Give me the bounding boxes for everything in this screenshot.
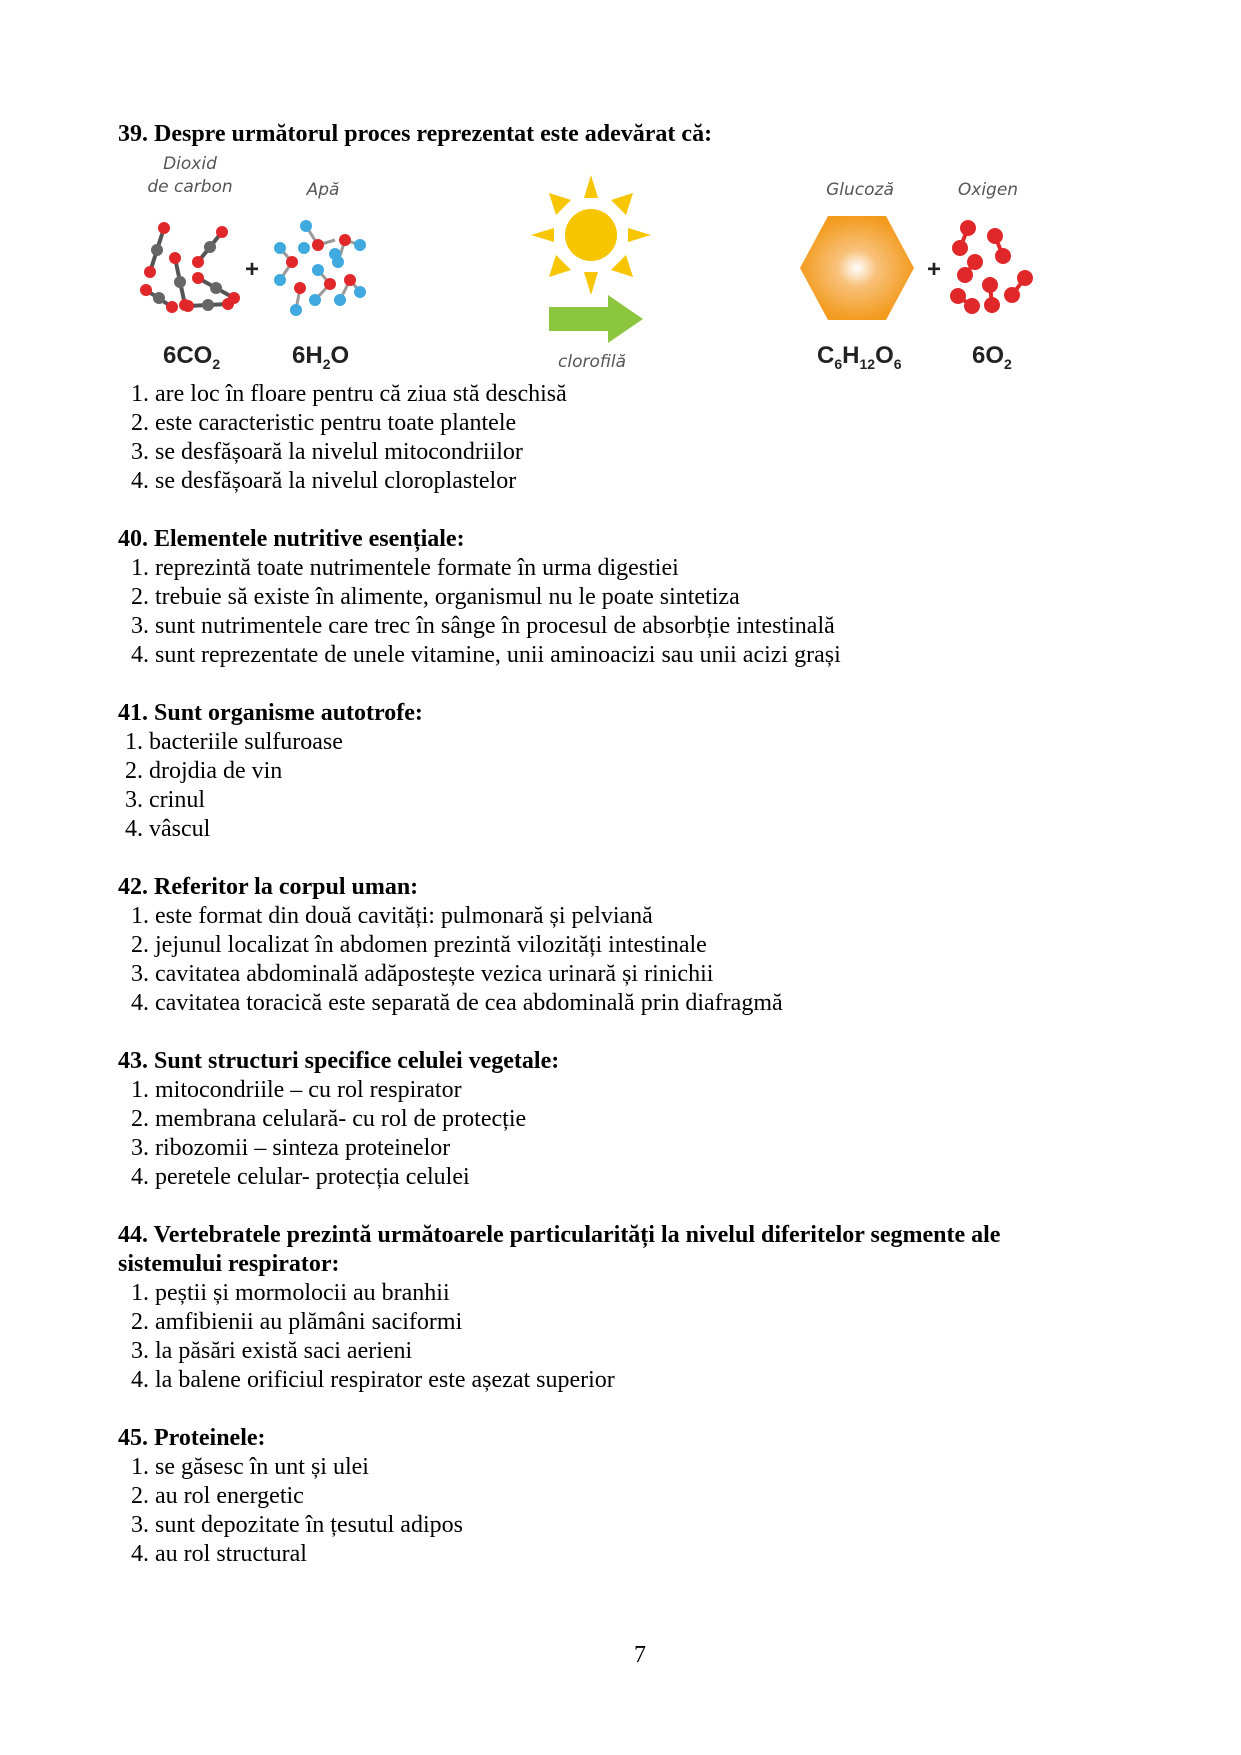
answer-option: 2. drojdia de vin <box>125 758 283 784</box>
answer-option: 1. are loc în floare pentru că ziua stă deschisă <box>131 381 567 407</box>
label-apa: Apă <box>306 180 340 200</box>
answer-option: 1. bacteriile sulfuroase <box>125 729 343 755</box>
glucose-hexagon-icon <box>800 216 914 320</box>
water-molecules-icon <box>274 220 366 316</box>
answer-option: 2. amfibienii au plămâni saciformi <box>131 1309 463 1335</box>
question-41 <box>118 699 423 844</box>
answer-option: 3. la păsări există saci aerieni <box>131 1338 413 1364</box>
answer-option: 4. se desfășoară la nivelul cloroplastelor <box>131 468 517 494</box>
question-title: 41. Sunt organisme autotrofe: <box>118 700 423 726</box>
formula-co2: $6CO_2$ <box>163 342 221 372</box>
answer-option: 2. trebuie să existe în alimente, organismul nu le poate sintetiza <box>131 584 740 610</box>
question-title: 44. Vertebratele prezintă următoarele particularități la nivelul diferitelor segmente ale <box>118 1222 1001 1248</box>
answer-option: 4. la balene orificiul respirator este așezat superior <box>131 1367 615 1393</box>
label-dioxid: Dioxid <box>163 154 217 174</box>
question-title: 42. Referitor la corpul uman: <box>118 874 419 900</box>
question-39-answers <box>118 380 567 496</box>
answer-option: 4. au rol structural <box>131 1541 307 1567</box>
question-title: 43. Sunt structuri specifice celulei vegetale: <box>118 1048 560 1074</box>
question-40 <box>118 525 841 670</box>
answer-option: 2. au rol energetic <box>131 1483 304 1509</box>
answer-option: 1. reprezintă toate nutrimentele formate în urma digestiei <box>131 555 679 581</box>
plus-sign: + <box>244 256 260 283</box>
label-de-carbon: de carbon <box>147 177 233 197</box>
answer-option: 4. sunt reprezentate de unele vitamine, unii aminoacizi sau unii acizi grași <box>131 642 841 668</box>
answer-option: 1. peștii și mormolocii au branhii <box>131 1280 450 1306</box>
question-43 <box>118 1047 559 1192</box>
answer-option: 2. este caracteristic pentru toate plantele <box>131 410 517 436</box>
answer-option: 4. cavitatea toracică este separată de cea abdominală prin diafragmă <box>131 990 783 1016</box>
label-glucoza: Glucoză <box>826 180 894 200</box>
photosynthesis-diagram <box>0 0 1241 380</box>
question-45 <box>118 1424 463 1569</box>
answer-option: 3. sunt depozitate în țesutul adipos <box>131 1512 463 1538</box>
formula-h2o: $6H_2O$ <box>292 342 350 372</box>
answer-option: 2. membrana celulară- cu rol de protecție <box>131 1106 527 1132</box>
answer-option: 2. jejunul localizat în abdomen prezintă vilozități intestinale <box>131 932 707 958</box>
question-title: 45. Proteinele: <box>118 1425 266 1451</box>
answer-option: 3. sunt nutrimentele care trec în sânge în procesul de absorbție intestinală <box>131 613 835 639</box>
answer-option: 3. ribozomii – sinteza proteinelor <box>131 1135 451 1161</box>
answer-option: 1. mitocondriile – cu rol respirator <box>131 1077 462 1103</box>
answer-option: 1. este format din două cavități: pulmonară și pelviană <box>131 903 653 929</box>
label-clorofila: clorofilă <box>558 352 626 372</box>
oxygen-molecules-icon <box>952 222 1031 312</box>
sun-icon <box>531 175 651 295</box>
formula-o2: $6O_2$ <box>972 342 1012 372</box>
co2-molecules-icon <box>140 222 240 313</box>
question-44 <box>118 1221 1000 1395</box>
answer-option: 1. se găsesc în unt și ulei <box>131 1454 369 1480</box>
answer-option: 4. peretele celular- protecția celulei <box>131 1164 470 1190</box>
formula-glucose: $C_6H_{12}O_6$ <box>817 342 902 372</box>
plus-sign: + <box>926 256 942 283</box>
answer-option: 4. vâscul <box>125 816 211 842</box>
label-oxigen: Oxigen <box>957 180 1019 200</box>
question-title-continued: sistemului respirator: <box>118 1251 340 1277</box>
question-title: 39. Despre următorul proces reprezentat este adevărat că: <box>118 121 713 147</box>
answer-option: 3. cavitatea abdominală adăpostește vezica urinară și rinichii <box>131 961 714 987</box>
answer-option: 3. se desfășoară la nivelul mitocondriilor <box>131 439 523 465</box>
question-42 <box>118 873 783 1018</box>
arrow-right-icon <box>549 295 643 343</box>
page-number: 7 <box>634 1642 646 1668</box>
answer-option: 3. crinul <box>125 787 205 813</box>
question-title: 40. Elementele nutritive esențiale: <box>118 526 465 552</box>
